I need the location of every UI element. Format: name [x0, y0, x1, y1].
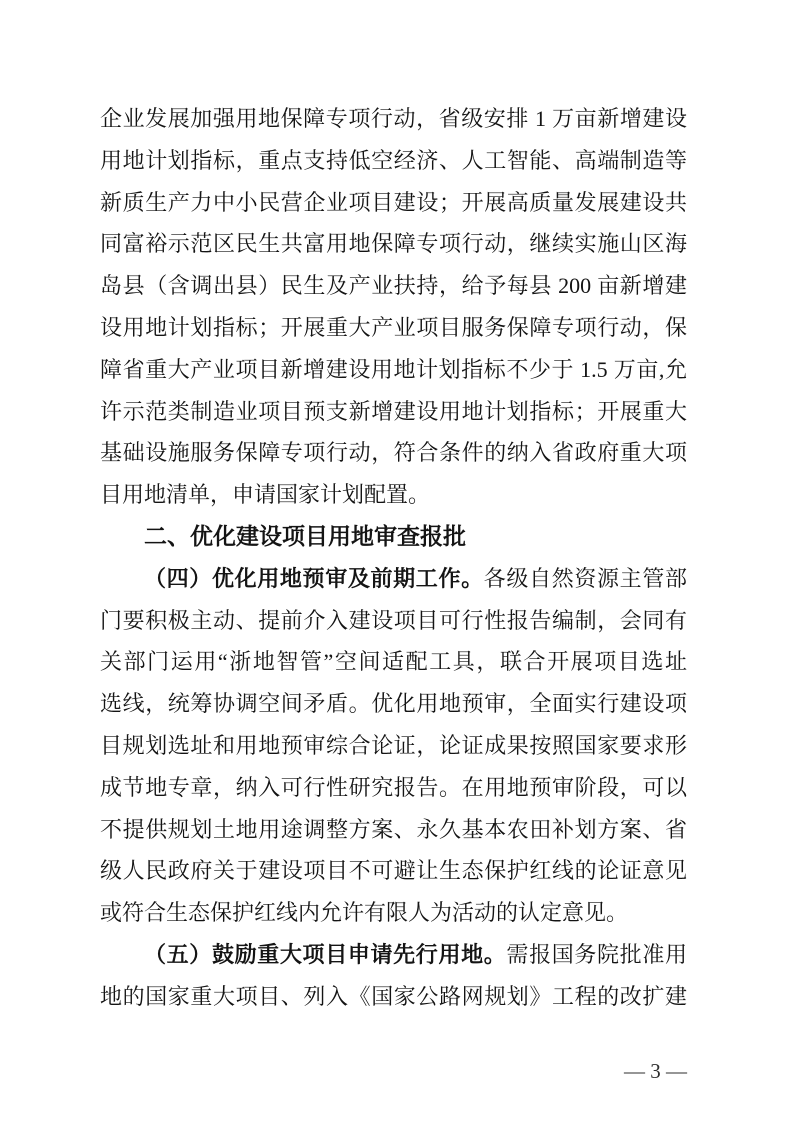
- paragraph-text: 各级自然资源主管部: [483, 565, 687, 591]
- text-line: 企业发展加强用地保障专项行动，省级安排 1 万亩新增建设: [100, 106, 687, 131]
- text-line: 门要积极主动、提前介入建设项目可行性报告编制，会同有: [100, 607, 687, 633]
- text-line: 成节地专章，纳入可行性研究报告。在用地预审阶段，可以: [100, 774, 687, 800]
- text-line: 基础设施服务保障专项行动，符合条件的纳入省政府重大项: [100, 440, 687, 466]
- text-line: 许示范类制造业项目预支新增建设用地计划指标；开展重大: [100, 398, 687, 424]
- text-line: 目用地清单，申请国家计划配置。: [100, 482, 431, 508]
- text-line: 岛县（含调出县）民生及产业扶持，给予每县 200 亩新增建: [100, 273, 687, 299]
- text-line: 用地计划指标，重点支持低空经济、人工智能、高端制造等: [100, 147, 687, 173]
- paragraph-text: 需报国务院批准用: [506, 941, 687, 967]
- document-body: [100, 98, 687, 1018]
- section-heading: 二、优化建设项目用地审查报批: [144, 522, 466, 549]
- text-line: 或符合生态保护红线内允许有限人为活动的认定意见。: [100, 900, 629, 926]
- paragraph-lead: （四）优化用地预审及前期工作。: [144, 565, 484, 591]
- text-line: 地的国家重大项目、列入《国家公路网规划》工程的改扩建: [100, 983, 687, 1009]
- paragraph-lead: （五）鼓励重大项目申请先行用地。: [144, 941, 507, 967]
- text-line: 关部门运用“浙地智管”空间适配工具，联合开展项目选址: [100, 649, 687, 675]
- text-line: 设用地计划指标；开展重大产业项目服务保障专项行动，保: [100, 314, 687, 340]
- page-number: — 3 —: [624, 1059, 687, 1083]
- text-line: 障省重大产业项目新增建设用地计划指标不少于 1.5 万亩,允: [100, 356, 687, 382]
- text-line: 同富裕示范区民生共富用地保障专项行动，继续实施山区海: [100, 231, 687, 257]
- text-line: 选线，统筹协调空间矛盾。优化用地预审，全面实行建设项: [100, 691, 687, 717]
- text-line: 级人民政府关于建设项目不可避让生态保护红线的论证意见: [100, 858, 687, 884]
- text-line: [100, 558, 687, 600]
- text-line: 目规划选址和用地预审综合论证，论证成果按照国家要求形: [100, 732, 687, 758]
- text-line: 不提供规划土地用途调整方案、永久基本农田补划方案、省: [100, 816, 687, 842]
- text-line: [100, 934, 687, 976]
- text-line: 新质生产力中小民营企业项目建设；开展高质量发展建设共: [100, 189, 687, 215]
